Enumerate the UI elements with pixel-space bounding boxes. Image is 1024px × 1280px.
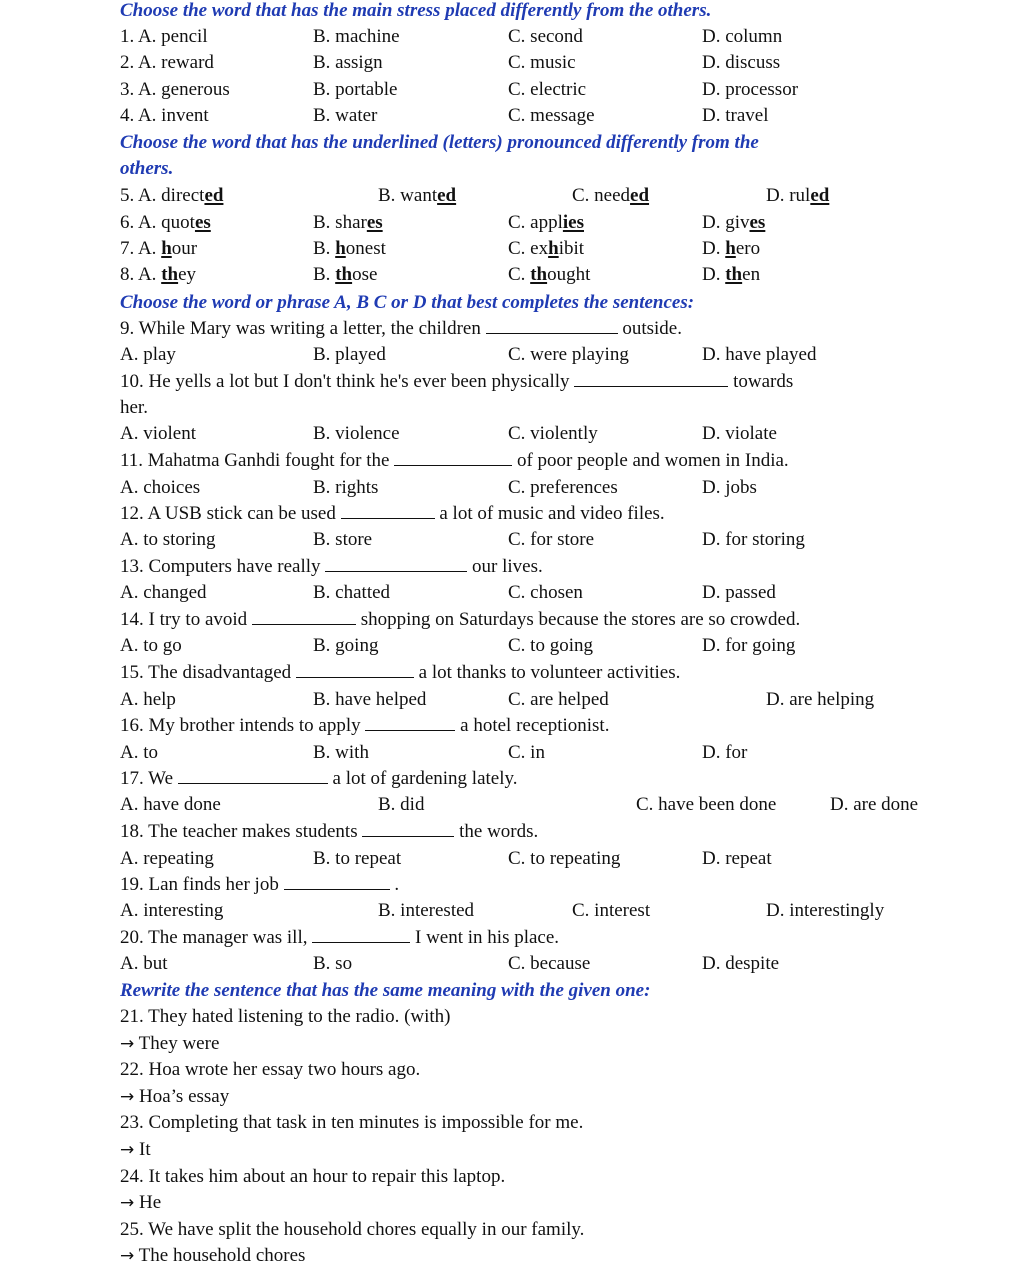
stress-3-c: C. electric [508,79,587,100]
q18-a: A. repeating [120,848,214,869]
pron-8-d: D. then [702,264,761,285]
question-12: 12. A USB stick can be used a lot of music and video files. [120,503,665,524]
pron-5-a: 5. A. directed [120,185,224,206]
answer-blank [341,502,435,519]
q14-a: A. to go [120,635,182,656]
rewrite-24: 24. It takes him about an hour to repair this laptop. [120,1166,506,1187]
q15-c: C. are helped [508,689,609,710]
pron-5-c: C. needed [572,185,650,206]
answer-blank [362,820,454,837]
pron-8-b: B. those [313,264,378,285]
q19-b: B. interested [378,900,475,921]
q10-d: D. violate [702,423,777,444]
rewrite-25-answer: → The household chores [120,1245,306,1266]
q14-d: D. for going [702,635,796,656]
answer-blank [296,661,414,678]
question-9: 9. While Mary was writing a letter, the children outside. [120,318,682,339]
rewrite-21: 21. They hated listening to the radio. (with) [120,1006,451,1027]
rewrite-23: 23. Completing that task in ten minutes is impossible for me. [120,1112,584,1133]
q11-a: A. choices [120,477,201,498]
pron-6-a: 6. A. quotes [120,212,211,233]
q17-b: B. did [378,794,425,815]
q16-c: C. in [508,742,545,763]
question-17: 17. We a lot of gardening lately. [120,768,518,789]
pron-8-c: C. thought [508,264,591,285]
q14-c: C. to going [508,635,593,656]
pron-8-a: 8. A. they [120,264,197,285]
q12-d: D. for storing [702,529,805,550]
pron-7-c: C. exhibit [508,238,585,259]
stress-3-b: B. portable [313,79,398,100]
answer-blank [486,317,618,334]
stress-2-d: D. discuss [702,52,781,73]
rewrite-25: 25. We have split the household chores equally in our family. [120,1219,585,1240]
question-14: 14. I try to avoid shopping on Saturdays because the stores are so crowded. [120,609,801,630]
q13-a: A. changed [120,582,207,603]
q14-b: B. going [313,635,379,656]
stress-4-c: C. message [508,105,595,126]
rewrite-21-answer: → They were [120,1033,220,1054]
rewrite-22-answer: → Hoa’s essay [120,1086,230,1107]
pron-7-d: D. hero [702,238,761,259]
q19-d: D. interestingly [766,900,885,921]
heading-pronunciation-cont: others. [120,158,174,179]
stress-2-c: C. music [508,52,576,73]
q18-d: D. repeat [702,848,772,869]
rewrite-23-answer: → It [120,1139,151,1160]
q10-a: A. violent [120,423,196,444]
heading-pronunciation: Choose the word that has the underlined (letters) pronounced differently from the [120,132,759,153]
question-10-cont: her. [120,397,148,418]
q13-b: B. chatted [313,582,391,603]
q15-b: B. have helped [313,689,427,710]
q13-d: D. passed [702,582,776,603]
q10-b: B. violence [313,423,400,444]
question-13: 13. Computers have really our lives. [120,556,543,577]
pron-6-b: B. shares [313,212,383,233]
answer-blank [325,555,467,572]
answer-blank [574,370,728,387]
answer-blank [252,608,356,625]
q9-d: D. have played [702,344,817,365]
q11-c: C. preferences [508,477,618,498]
q11-d: D. jobs [702,477,757,498]
q20-a: A. but [120,953,168,974]
q15-a: A. help [120,689,176,710]
question-11: 11. Mahatma Ganhdi fought for the of poor people and women in India. [120,450,789,471]
heading-stress: Choose the word that has the main stress placed differently from the others. [120,0,712,21]
q20-d: D. despite [702,953,780,974]
question-18: 18. The teacher makes students the words. [120,821,539,842]
answer-blank [312,926,410,943]
pron-6-c: C. applies [508,212,584,233]
q15-d: D. are helping [766,689,875,710]
q9-b: B. played [313,344,386,365]
stress-4-d: D. travel [702,105,769,126]
question-10: 10. He yells a lot but I don't think he's ever been physically towards [120,371,794,392]
pron-6-d: D. gives [702,212,766,233]
q20-b: B. so [313,953,353,974]
q18-c: C. to repeating [508,848,621,869]
q17-a: A. have done [120,794,221,815]
answer-blank [365,714,455,731]
stress-4-b: B. water [313,105,378,126]
q10-c: C. violently [508,423,598,444]
stress-1-a: 1. A. pencil [120,26,208,47]
question-20: 20. The manager was ill, I went in his place. [120,927,560,948]
pron-5-b: B. wanted [378,185,457,206]
stress-3-a: 3. A. generous [120,79,230,100]
q12-c: C. for store [508,529,595,550]
answer-blank [178,767,328,784]
q16-d: D. for [702,742,748,763]
pron-5-d: D. ruled [766,185,830,206]
q12-b: B. store [313,529,373,550]
q17-d: D. are done [830,794,919,815]
stress-1-b: B. machine [313,26,400,47]
q20-c: C. because [508,953,591,974]
q11-b: B. rights [313,477,379,498]
q19-a: A. interesting [120,900,224,921]
stress-1-c: C. second [508,26,583,47]
q17-c: C. have been done [636,794,777,815]
stress-4-a: 4. A. invent [120,105,209,126]
answer-blank [394,449,512,466]
q16-a: A. to [120,742,158,763]
q19-c: C. interest [572,900,651,921]
pron-7-b: B. honest [313,238,386,259]
q16-b: B. with [313,742,369,763]
rewrite-24-answer: → He [120,1192,162,1213]
arrow-icon: → [120,1087,135,1107]
q9-a: A. play [120,344,176,365]
rewrite-22: 22. Hoa wrote her essay two hours ago. [120,1059,421,1080]
arrow-icon: → [120,1246,135,1266]
arrow-icon: → [120,1140,135,1160]
heading-complete: Choose the word or phrase A, B C or D that best completes the sentences: [120,292,695,313]
q18-b: B. to repeat [313,848,402,869]
stress-1-d: D. column [702,26,783,47]
q12-a: A. to storing [120,529,216,550]
stress-3-d: D. processor [702,79,799,100]
stress-2-a: 2. A. reward [120,52,214,73]
arrow-icon: → [120,1193,135,1213]
arrow-icon: → [120,1034,135,1054]
question-19: 19. Lan finds her job . [120,874,400,895]
q13-c: C. chosen [508,582,583,603]
answer-blank [284,873,390,890]
stress-2-b: B. assign [313,52,383,73]
question-15: 15. The disadvantaged a lot thanks to volunteer activities. [120,662,681,683]
question-16: 16. My brother intends to apply a hotel receptionist. [120,715,610,736]
q9-c: C. were playing [508,344,629,365]
heading-rewrite: Rewrite the sentence that has the same meaning with the given one: [120,980,651,1001]
pron-7-a: 7. A. hour [120,238,198,259]
